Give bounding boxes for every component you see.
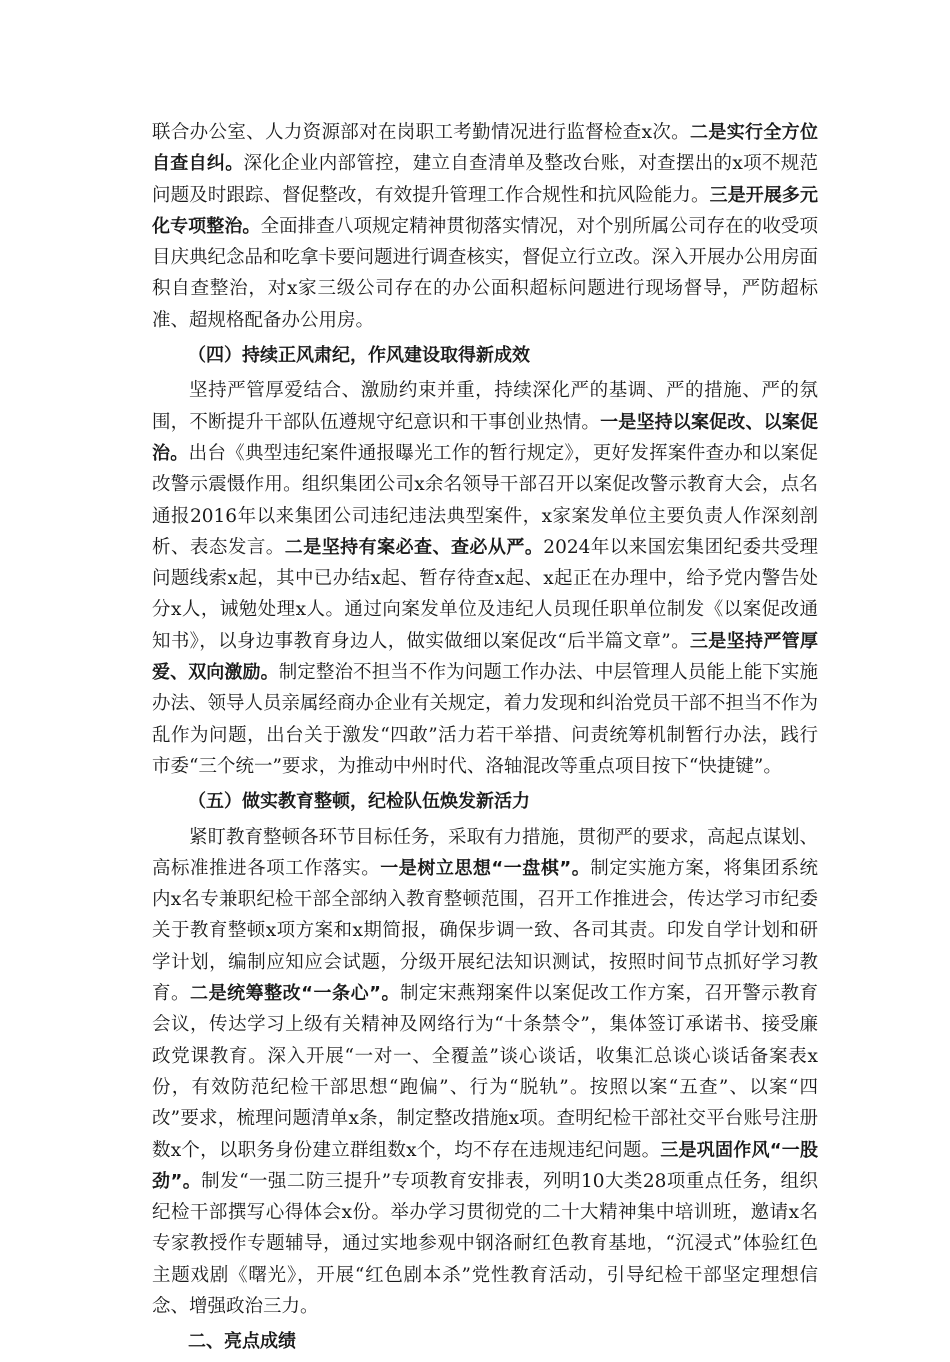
section-heading-5: （五）做实教育整顿，纪检队伍焕发新活力 bbox=[188, 791, 530, 813]
paragraph-discipline bbox=[152, 375, 818, 782]
bold-phrase: 二是统筹整改“一条心”。 bbox=[190, 983, 400, 1005]
text: 2024年以来国宏集团纪委共受理问题线索x起，其中已办结x起、暂存待查x起、x起正在办理中，给予党内警告处分x人，诫勉处理x人。通过向案发单位及违纪人员现任职单位制发《以案促改通知书》，以身边事教育身边人，做实做细以案促改“后半篇文章”。 bbox=[152, 536, 818, 652]
text: 制定实施方案，将集团系统内x名专兼职纪检干部全部纳入教育整顿范围，召开工作推进会，传达学习市纪委关于教育整顿x项方案和x期简报，确保步调一致、各司其责。印发自学计划和研学计划，编制应知应会试题，分级开展纪法知识测试，按照时间节点抓好学习教育。 bbox=[152, 857, 818, 1005]
text: 联合办公室、人力资源部对在岗职工考勤情况进行监督检查x次。 bbox=[152, 122, 691, 143]
section-heading-4: （四）持续正风肃纪，作风建设取得新成效 bbox=[188, 345, 530, 367]
paragraph-education bbox=[152, 822, 818, 1323]
paragraph-inspection bbox=[152, 117, 818, 336]
text: 紧盯教育整顿各环节目标任务，采取有力措施，贯彻严的要求，高起点谋划、高标准推进各项工作落实。 bbox=[152, 826, 819, 879]
text: 制发“一强二防三提升”专项教育安排表，列明10大类28项重点任务，组织纪检干部撰写心得体会x份。举办学习贯彻党的二十大精神集中培训班，邀请x名专家教授作专题辅导，通过实地参观中钢洛耐红色教育基地，“沉浸式”体验红色主题戏剧《曙光》，开展“红色剧本杀”党性教育活动，引导纪检干部坚定理想信念、增强政治三力。 bbox=[152, 1170, 818, 1317]
text: 深化企业内部管控，建立自查清单及整改台账，对查摆出的x项不规范问题及时跟踪、督促整改，有效提升管理工作合规性和抗风险能力。 bbox=[152, 153, 819, 206]
bold-phrase: 二是坚持有案必查、查必从严。 bbox=[284, 536, 544, 558]
document-page bbox=[152, 117, 818, 1362]
text: 出台《典型违纪案件通报曝光工作的暂行规定》，更好发挥案件查办和以案促改警示震慑作用。组织集团公司x余名领导干部召开以案促改警示教育大会，点名通报2016年以来集团公司违纪违法典型案件，x家案发单位主要负责人作深刻剖析、表态发言。 bbox=[152, 442, 818, 558]
bold-phrase: 一是树立思想“一盘棋”。 bbox=[380, 857, 591, 879]
bold-phrase: 一是坚持以案促改、以案促治。 bbox=[152, 411, 818, 464]
text: 制定整治不担当不作为问题工作办法、中层管理人员能上能下实施办法、领导人员亲属经商办企业有关规定，着力发现和纠治党员干部不担当不作为乱作为问题，出台关于激发“四敢”活力若干举措、问责统筹机制暂行办法，践行市委“三个统一”要求，为推动中州时代、洛轴混改等重点项目按下“快捷键”。 bbox=[152, 662, 819, 777]
text: 全面排查八项规定精神贯彻落实情况，对个别所属公司存在的收受项目庆典纪念品和吃拿卡要问题进行调查核实，督促立行立改。深入开展办公用房面积自查整治，对x家三级公司存在的办公面积超标问题进行现场督导，严防超标准、超规格配备办公用房。 bbox=[152, 215, 819, 331]
bold-phrase: 三是巩固作风“一股劲”。 bbox=[152, 1139, 818, 1192]
bold-phrase: 二是实行全方位自查自纠。 bbox=[152, 122, 819, 175]
text: 坚持严管厚爱结合、激励约束并重，持续深化严的基调、严的措施、严的氛围，不断提升干部队伍遵规守纪意识和干事创业热情。 bbox=[152, 380, 818, 433]
bold-phrase: 三是开展多元化专项整治。 bbox=[152, 184, 818, 237]
section-heading-highlights: 二、亮点成绩 bbox=[188, 1331, 296, 1353]
text: 制定宋燕翔案件以案促改工作方案，召开警示教育会议，传达学习上级有关精神及网络行为“十条禁令”，集体签订承诺书、接受廉政党课教育。深入开展“一对一、全覆盖”谈心谈话，收集汇总谈心谈话备案表x份，有效防范纪检干部思想“跑偏”、行为“脱轨”。按照以案“五查”、以案“四改”要求，梳理问题清单x条，制定整改措施x项。查明纪检干部社交平台账号注册数x个，以职务身份建立群组数x个，均不存在违规违纪问题。 bbox=[152, 983, 818, 1161]
bold-phrase: 三是坚持严管厚爱、双向激励。 bbox=[152, 630, 819, 684]
